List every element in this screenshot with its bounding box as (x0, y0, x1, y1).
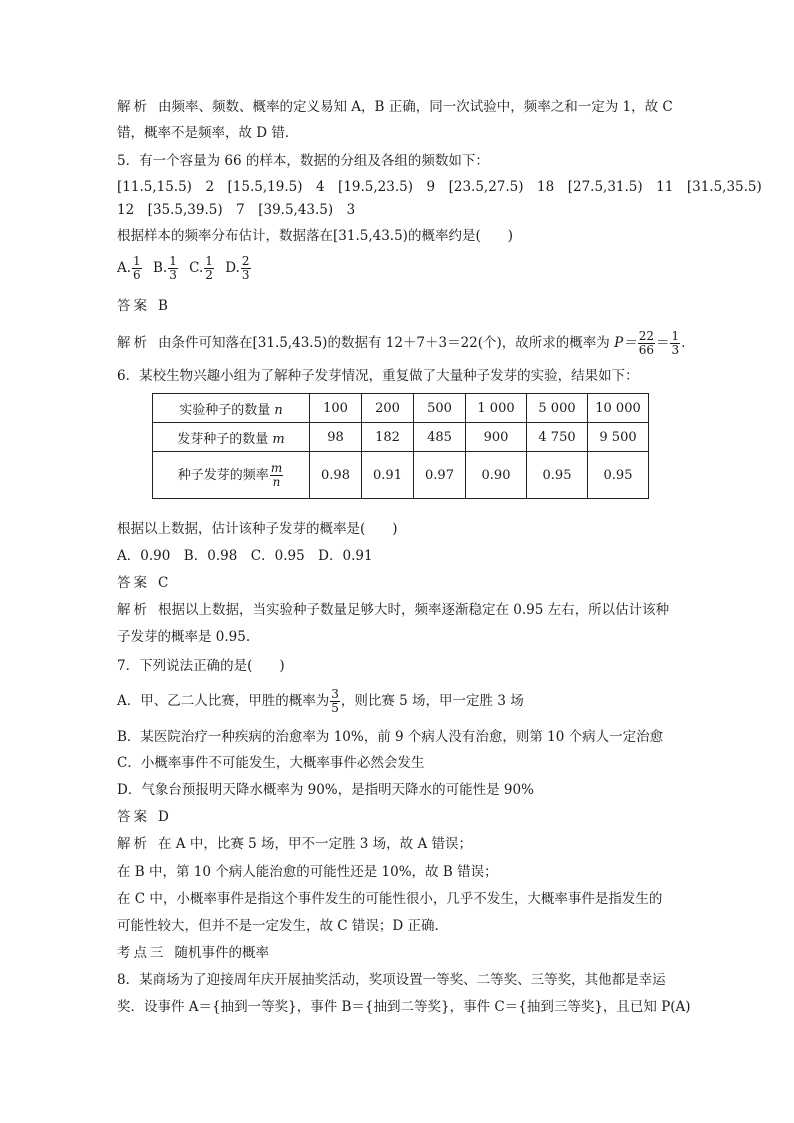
q7-option-d: D．气象台预报明天降水概率为 90%，是指明天降水的可能性是 90% (117, 782, 534, 798)
q7-analysis-line1: 解析 在 A 中，比赛 5 场，甲不一定胜 3 场，故 A 错误； (117, 836, 473, 852)
q5-option-c: C. $\frac{1}{2}$ (189, 254, 213, 282)
q7-stem: 7．下列说法正确的是( ) (117, 658, 285, 674)
q7-analysis-line4: 可能性较大，但并不是一定发生，故 C 错误；D 正确. (117, 918, 439, 934)
analysis-line (117, 97, 673, 117)
q5-analysis: 解析 由条件可知落在[31.5,43.5)的数据有 12＋7＋3＝22(个)，故所求的概率为 P＝ $\frac{22}{66}$ ＝ $\frac{1}{3}$ . (117, 329, 686, 357)
q6-analysis-line1: 解析 根据以上数据，当实验种子数量足够大时，频率逐渐稳定在 0.95 左右，所以估计该种 (117, 602, 670, 618)
table-row-label: 实验种子的数量 n (153, 394, 310, 423)
analysis-label: 解析 (117, 335, 150, 351)
q6-answer (117, 573, 168, 593)
q6-analysis-line2: 子发芽的概率是 0.95. (117, 629, 251, 645)
answer-label: 答案 (117, 809, 150, 825)
answer-label: 答案 (117, 575, 150, 591)
q6-question: 根据以上数据，估计该种子发芽的概率是( ) (117, 521, 398, 537)
q7-option-c: C．小概率事件不可能发生，大概率事件必然会发生 (117, 755, 425, 771)
q5-stem: 5．有一个容量为 66 的样本，数据的分组及各组的频数如下： (117, 153, 489, 169)
q7-analysis-line2: 在 B 中，第 10 个病人能治愈的可能性还是 10%，故 B 错误； (117, 864, 498, 880)
q7-analysis-line3: 在 C 中，小概率事件是指这个事件发生的可能性很小，几乎不发生，大概率事件是指发生的 (117, 891, 663, 907)
q5-option-d: D. $\frac{2}{3}$ (225, 254, 250, 282)
q6-options: A．0.90 B．0.98 C．0.95 D．0.91 (117, 548, 373, 564)
section-title: 随机事件的概率 (174, 945, 269, 961)
q5-answer (117, 296, 168, 316)
q5-options (117, 255, 258, 282)
q7-option-a: A．甲、乙二人比赛，甲胜的概率为 $\frac{3}{5}$ ，则比赛 5 场，甲一定胜 3 场 (117, 687, 524, 715)
analysis-label: 解析 (117, 602, 150, 618)
q5-option-b: B. $\frac{1}{3}$ (152, 254, 177, 282)
q5-question: 根据样本的频率分布估计，数据落在[31.5,43.5)的概率约是( ) (117, 228, 513, 244)
q7-answer (117, 807, 169, 827)
q7-option-b: B．某医院治疗一种疾病的治愈率为 10%，前 9 个病人没有治愈，则第 10 个病人一定治愈 (117, 729, 664, 745)
section-heading (117, 943, 269, 963)
q8-line2: 奖．设事件 A＝{抽到一等奖}，事件 B＝{抽到二等奖}，事件 C＝{抽到三等奖}，且已知 P(A) (117, 999, 691, 1015)
q6-stem: 6．某校生物兴趣小组为了解种子发芽情况，重复做了大量种子发芽的实验，结果如下： (117, 368, 639, 384)
table-row-label: 发芽种子的数量 m (153, 423, 310, 452)
analysis-label: 解析 (117, 99, 150, 115)
analysis-text: 由频率、频数、概率的定义易知 A，B 正确，同一次试验中，频率之和一定为 1，故 C (158, 99, 673, 115)
answer-label: 答案 (117, 298, 150, 314)
q5-groups-line1: [11.5,15.5) 2 [15.5,19.5) 4 [19.5,23.5) 9 [23.5,27.5) 18 [27.5,31.5) 11 [31.5,35.5) (117, 179, 762, 195)
answer-value: C (158, 575, 169, 591)
table-row: 实验种子的数量 n 100 200 500 1 000 5 000 10 000 (153, 394, 649, 423)
table-row-label: 种子发芽的频率 $\frac{m}{n}$ (153, 452, 310, 499)
table-row: 种子发芽的频率 $\frac{m}{n}$ 0.98 0.91 0.97 0.90 0.95 0.95 (153, 452, 649, 499)
q5-groups-line2: 12 [35.5,39.5) 7 [39.5,43.5) 3 (117, 202, 356, 218)
q5-option-a: A. $\frac{1}{6}$ (117, 254, 141, 282)
q8-line1: 8．某商场为了迎接周年庆开展抽奖活动，奖项设置一等奖、二等奖、三等奖，其他都是幸运 (117, 972, 666, 988)
analysis-line-continued: 错，概率不是频率，故 D 错． (117, 125, 299, 141)
table-row: 发芽种子的数量 m 98 182 485 900 4 750 9 500 (153, 423, 649, 452)
answer-value: B (158, 298, 168, 314)
analysis-label: 解析 (117, 836, 150, 852)
q6-table (152, 393, 649, 499)
answer-value: D (158, 809, 169, 825)
section-label: 考点三 (117, 945, 167, 961)
